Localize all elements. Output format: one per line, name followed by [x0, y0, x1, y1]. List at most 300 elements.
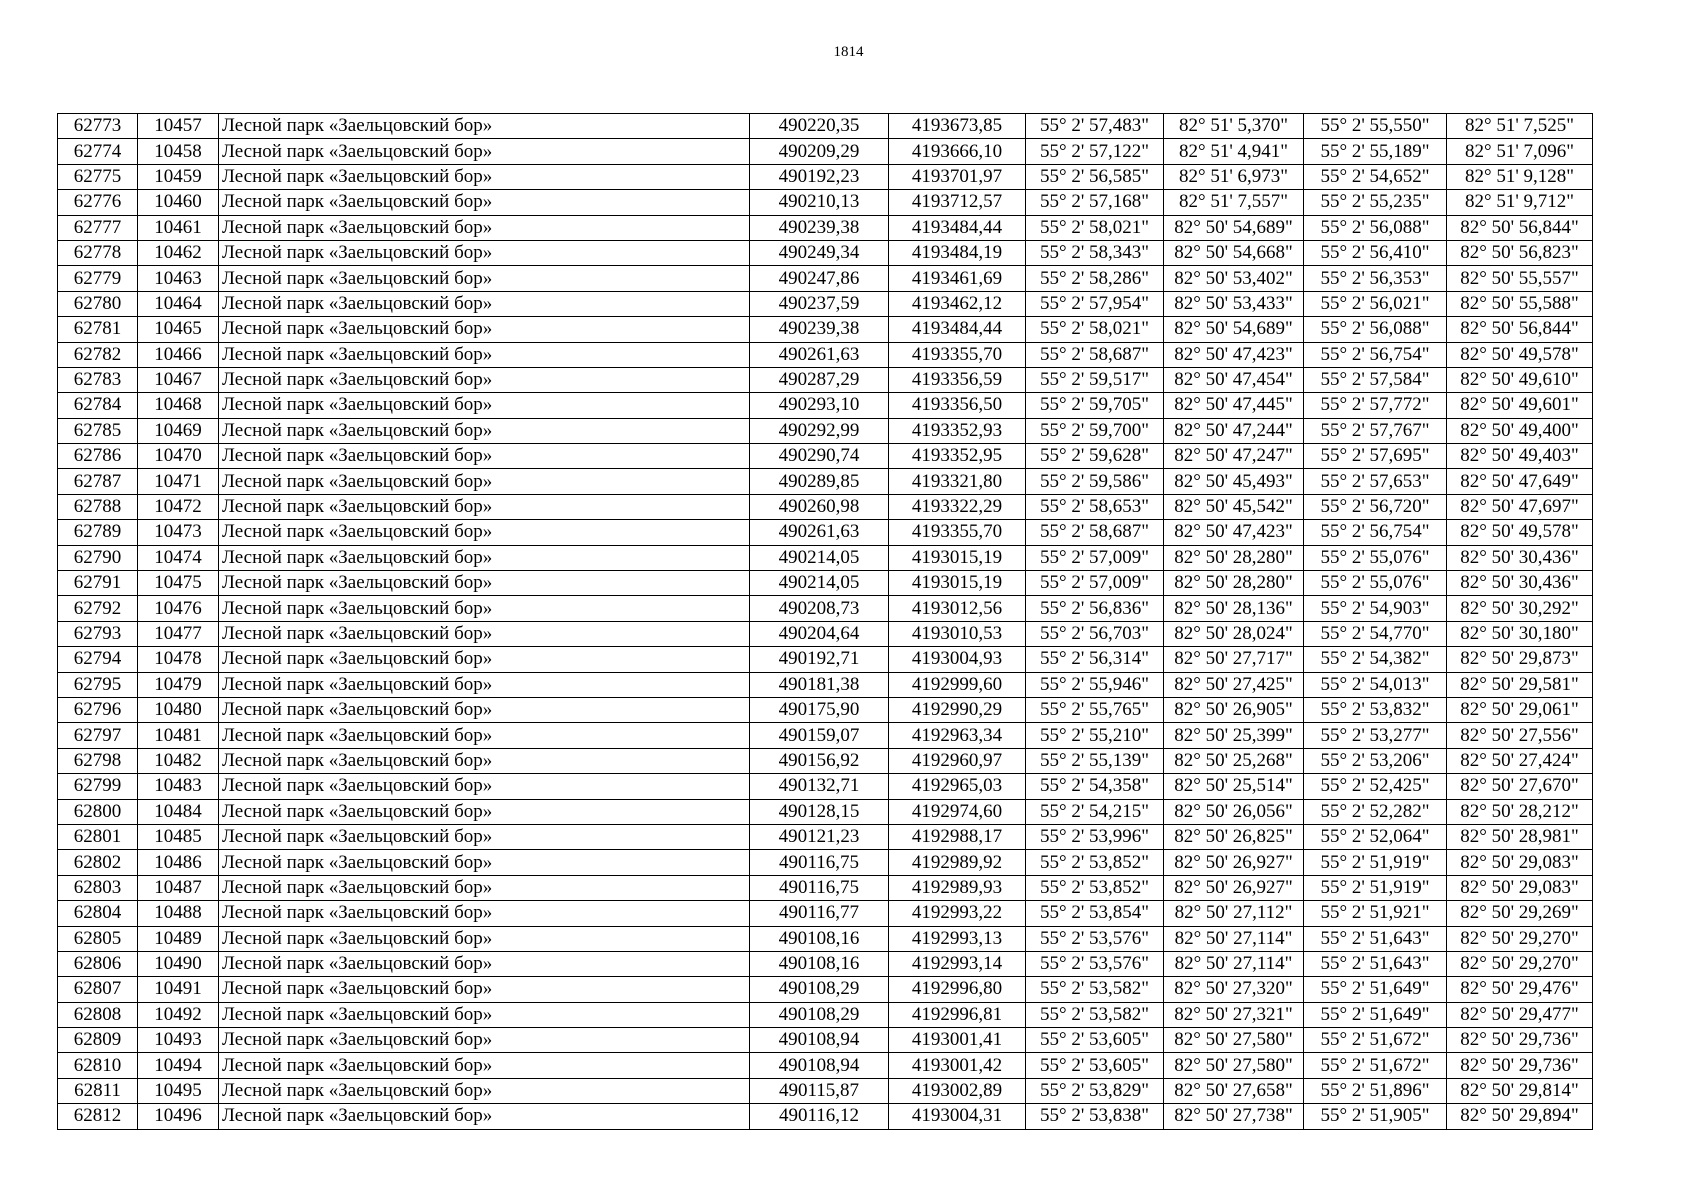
cell-point-id: 10495 — [138, 1078, 219, 1103]
cell-latitude-1: 55° 2' 54,215" — [1026, 799, 1164, 824]
cell-latitude-2: 55° 2' 51,672" — [1304, 1028, 1447, 1053]
table-row — [58, 672, 1593, 697]
cell-coord-y: 4193673,85 — [889, 114, 1026, 139]
cell-coord-y: 4193004,31 — [889, 1104, 1026, 1129]
cell-coord-y: 4192996,81 — [889, 1002, 1026, 1027]
cell-point-id: 10466 — [138, 342, 219, 367]
cell-coord-x: 490108,94 — [750, 1028, 889, 1053]
cell-latitude-1: 55° 2' 56,703" — [1026, 621, 1164, 646]
cell-point-id: 10463 — [138, 266, 219, 291]
cell-longitude-2: 82° 50' 30,436" — [1447, 571, 1593, 596]
cell-latitude-1: 55° 2' 58,343" — [1026, 240, 1164, 265]
cell-coord-x: 490108,16 — [750, 926, 889, 951]
cell-latitude-1: 55° 2' 58,687" — [1026, 520, 1164, 545]
cell-latitude-2: 55° 2' 55,189" — [1304, 139, 1447, 164]
cell-longitude-1: 82° 50' 54,668" — [1164, 240, 1304, 265]
cell-longitude-1: 82° 50' 28,136" — [1164, 596, 1304, 621]
cell-longitude-1: 82° 50' 47,454" — [1164, 367, 1304, 392]
cell-longitude-2: 82° 50' 27,424" — [1447, 748, 1593, 773]
cell-latitude-2: 55° 2' 51,649" — [1304, 1002, 1447, 1027]
cell-latitude-2: 55° 2' 56,088" — [1304, 317, 1447, 342]
cell-object-name: Лесной парк «Заельцовский бор» — [219, 926, 750, 951]
cell-coord-y: 4193004,93 — [889, 647, 1026, 672]
table-row — [58, 799, 1593, 824]
cell-latitude-2: 55° 2' 51,896" — [1304, 1078, 1447, 1103]
cell-latitude-1: 55° 2' 56,314" — [1026, 647, 1164, 672]
cell-row-number: 62788 — [58, 494, 138, 519]
cell-longitude-1: 82° 51' 5,370" — [1164, 114, 1304, 139]
table-row — [58, 190, 1593, 215]
cell-coord-x: 490247,86 — [750, 266, 889, 291]
cell-latitude-2: 55° 2' 53,832" — [1304, 697, 1447, 722]
cell-point-id: 10469 — [138, 418, 219, 443]
cell-row-number: 62786 — [58, 444, 138, 469]
cell-longitude-1: 82° 50' 53,402" — [1164, 266, 1304, 291]
cell-object-name: Лесной парк «Заельцовский бор» — [219, 393, 750, 418]
cell-coord-x: 490108,94 — [750, 1053, 889, 1078]
cell-coord-x: 490261,63 — [750, 342, 889, 367]
cell-object-name: Лесной парк «Заельцовский бор» — [219, 190, 750, 215]
table-row — [58, 1104, 1593, 1129]
cell-point-id: 10467 — [138, 367, 219, 392]
cell-point-id: 10482 — [138, 748, 219, 773]
cell-longitude-2: 82° 50' 47,697" — [1447, 494, 1593, 519]
cell-coord-y: 4192989,92 — [889, 850, 1026, 875]
cell-latitude-2: 55° 2' 56,353" — [1304, 266, 1447, 291]
cell-coord-y: 4193484,44 — [889, 317, 1026, 342]
cell-object-name: Лесной парк «Заельцовский бор» — [219, 901, 750, 926]
cell-latitude-1: 55° 2' 55,946" — [1026, 672, 1164, 697]
cell-longitude-2: 82° 50' 28,212" — [1447, 799, 1593, 824]
cell-row-number: 62781 — [58, 317, 138, 342]
cell-object-name: Лесной парк «Заельцовский бор» — [219, 1078, 750, 1103]
cell-latitude-2: 55° 2' 53,277" — [1304, 723, 1447, 748]
cell-latitude-1: 55° 2' 58,286" — [1026, 266, 1164, 291]
cell-object-name: Лесной парк «Заельцовский бор» — [219, 317, 750, 342]
cell-latitude-2: 55° 2' 51,643" — [1304, 926, 1447, 951]
cell-coord-y: 4192999,60 — [889, 672, 1026, 697]
cell-longitude-2: 82° 50' 29,873" — [1447, 647, 1593, 672]
cell-row-number: 62807 — [58, 977, 138, 1002]
cell-coord-x: 490116,75 — [750, 850, 889, 875]
cell-latitude-1: 55° 2' 54,358" — [1026, 774, 1164, 799]
cell-row-number: 62806 — [58, 951, 138, 976]
cell-longitude-2: 82° 50' 30,436" — [1447, 545, 1593, 570]
cell-point-id: 10473 — [138, 520, 219, 545]
cell-coord-x: 490175,90 — [750, 697, 889, 722]
table-row — [58, 1028, 1593, 1053]
cell-longitude-1: 82° 50' 27,114" — [1164, 926, 1304, 951]
cell-coord-y: 4193356,50 — [889, 393, 1026, 418]
table-row — [58, 723, 1593, 748]
cell-coord-y: 4193355,70 — [889, 520, 1026, 545]
cell-longitude-2: 82° 50' 30,180" — [1447, 621, 1593, 646]
cell-point-id: 10487 — [138, 875, 219, 900]
cell-coord-y: 4192965,03 — [889, 774, 1026, 799]
cell-point-id: 10470 — [138, 444, 219, 469]
cell-object-name: Лесной парк «Заельцовский бор» — [219, 697, 750, 722]
cell-latitude-1: 55° 2' 53,829" — [1026, 1078, 1164, 1103]
cell-row-number: 62810 — [58, 1053, 138, 1078]
cell-latitude-2: 55° 2' 55,076" — [1304, 571, 1447, 596]
cell-coord-y: 4192990,29 — [889, 697, 1026, 722]
cell-object-name: Лесной парк «Заельцовский бор» — [219, 977, 750, 1002]
cell-longitude-1: 82° 50' 47,247" — [1164, 444, 1304, 469]
cell-object-name: Лесной парк «Заельцовский бор» — [219, 1002, 750, 1027]
cell-row-number: 62800 — [58, 799, 138, 824]
cell-latitude-1: 55° 2' 53,838" — [1026, 1104, 1164, 1129]
cell-latitude-1: 55° 2' 58,687" — [1026, 342, 1164, 367]
cell-latitude-2: 55° 2' 51,919" — [1304, 850, 1447, 875]
table-row — [58, 1078, 1593, 1103]
cell-coord-x: 490210,13 — [750, 190, 889, 215]
cell-longitude-1: 82° 50' 26,927" — [1164, 850, 1304, 875]
cell-latitude-2: 55° 2' 54,903" — [1304, 596, 1447, 621]
cell-point-id: 10483 — [138, 774, 219, 799]
cell-coord-x: 490214,05 — [750, 571, 889, 596]
cell-longitude-2: 82° 50' 28,981" — [1447, 824, 1593, 849]
cell-coord-x: 490132,71 — [750, 774, 889, 799]
cell-latitude-1: 55° 2' 57,954" — [1026, 291, 1164, 316]
cell-latitude-2: 55° 2' 57,772" — [1304, 393, 1447, 418]
cell-longitude-2: 82° 50' 56,844" — [1447, 215, 1593, 240]
cell-latitude-1: 55° 2' 53,852" — [1026, 875, 1164, 900]
cell-longitude-2: 82° 50' 27,556" — [1447, 723, 1593, 748]
table-row — [58, 850, 1593, 875]
cell-coord-x: 490121,23 — [750, 824, 889, 849]
cell-coord-y: 4193321,80 — [889, 469, 1026, 494]
cell-coord-x: 490214,05 — [750, 545, 889, 570]
cell-object-name: Лесной парк «Заельцовский бор» — [219, 139, 750, 164]
cell-row-number: 62775 — [58, 164, 138, 189]
cell-latitude-2: 55° 2' 55,076" — [1304, 545, 1447, 570]
cell-row-number: 62805 — [58, 926, 138, 951]
cell-longitude-1: 82° 50' 28,280" — [1164, 571, 1304, 596]
cell-point-id: 10477 — [138, 621, 219, 646]
cell-object-name: Лесной парк «Заельцовский бор» — [219, 621, 750, 646]
cell-row-number: 62789 — [58, 520, 138, 545]
table-row — [58, 824, 1593, 849]
cell-coord-x: 490192,23 — [750, 164, 889, 189]
cell-coord-y: 4192993,14 — [889, 951, 1026, 976]
cell-longitude-2: 82° 50' 29,581" — [1447, 672, 1593, 697]
cell-row-number: 62793 — [58, 621, 138, 646]
cell-longitude-1: 82° 50' 27,717" — [1164, 647, 1304, 672]
cell-object-name: Лесной парк «Заельцовский бор» — [219, 571, 750, 596]
cell-coord-y: 4193001,41 — [889, 1028, 1026, 1053]
cell-point-id: 10462 — [138, 240, 219, 265]
table-row — [58, 367, 1593, 392]
cell-longitude-2: 82° 50' 55,588" — [1447, 291, 1593, 316]
cell-object-name: Лесной парк «Заельцовский бор» — [219, 494, 750, 519]
table-row — [58, 1053, 1593, 1078]
cell-longitude-2: 82° 50' 29,269" — [1447, 901, 1593, 926]
cell-longitude-1: 82° 50' 27,112" — [1164, 901, 1304, 926]
cell-coord-x: 490108,29 — [750, 977, 889, 1002]
cell-row-number: 62778 — [58, 240, 138, 265]
cell-coord-y: 4193015,19 — [889, 545, 1026, 570]
cell-longitude-2: 82° 50' 29,477" — [1447, 1002, 1593, 1027]
cell-longitude-2: 82° 50' 27,670" — [1447, 774, 1593, 799]
cell-row-number: 62797 — [58, 723, 138, 748]
cell-coord-y: 4193701,97 — [889, 164, 1026, 189]
cell-row-number: 62804 — [58, 901, 138, 926]
cell-row-number: 62787 — [58, 469, 138, 494]
cell-longitude-1: 82° 50' 47,244" — [1164, 418, 1304, 443]
cell-latitude-1: 55° 2' 53,605" — [1026, 1053, 1164, 1078]
cell-point-id: 10493 — [138, 1028, 219, 1053]
cell-point-id: 10489 — [138, 926, 219, 951]
cell-latitude-1: 55° 2' 55,765" — [1026, 697, 1164, 722]
cell-coord-y: 4193462,12 — [889, 291, 1026, 316]
cell-point-id: 10481 — [138, 723, 219, 748]
cell-coord-y: 4193356,59 — [889, 367, 1026, 392]
table-row — [58, 291, 1593, 316]
cell-longitude-1: 82° 50' 25,399" — [1164, 723, 1304, 748]
table-row — [58, 621, 1593, 646]
cell-latitude-1: 55° 2' 57,122" — [1026, 139, 1164, 164]
cell-longitude-1: 82° 50' 27,425" — [1164, 672, 1304, 697]
cell-object-name: Лесной парк «Заельцовский бор» — [219, 164, 750, 189]
cell-latitude-2: 55° 2' 56,754" — [1304, 342, 1447, 367]
cell-object-name: Лесной парк «Заельцовский бор» — [219, 723, 750, 748]
cell-coord-x: 490290,74 — [750, 444, 889, 469]
cell-longitude-2: 82° 50' 49,578" — [1447, 520, 1593, 545]
cell-latitude-1: 55° 2' 53,582" — [1026, 1002, 1164, 1027]
cell-object-name: Лесной парк «Заельцовский бор» — [219, 1028, 750, 1053]
table-row — [58, 114, 1593, 139]
cell-coord-y: 4193322,29 — [889, 494, 1026, 519]
cell-longitude-2: 82° 50' 29,061" — [1447, 697, 1593, 722]
cell-point-id: 10464 — [138, 291, 219, 316]
cell-longitude-1: 82° 50' 25,514" — [1164, 774, 1304, 799]
cell-object-name: Лесной парк «Заельцовский бор» — [219, 672, 750, 697]
cell-row-number: 62782 — [58, 342, 138, 367]
cell-row-number: 62784 — [58, 393, 138, 418]
table-row — [58, 748, 1593, 773]
cell-longitude-1: 82° 50' 47,423" — [1164, 520, 1304, 545]
cell-coord-x: 490128,15 — [750, 799, 889, 824]
cell-longitude-2: 82° 50' 29,814" — [1447, 1078, 1593, 1103]
cell-longitude-1: 82° 50' 27,580" — [1164, 1028, 1304, 1053]
table-row — [58, 571, 1593, 596]
cell-object-name: Лесной парк «Заельцовский бор» — [219, 799, 750, 824]
cell-latitude-1: 55° 2' 53,582" — [1026, 977, 1164, 1002]
table-row — [58, 393, 1593, 418]
cell-coord-x: 490116,77 — [750, 901, 889, 926]
table-row — [58, 494, 1593, 519]
cell-coord-x: 490209,29 — [750, 139, 889, 164]
cell-latitude-1: 55° 2' 53,852" — [1026, 850, 1164, 875]
cell-row-number: 62790 — [58, 545, 138, 570]
cell-object-name: Лесной парк «Заельцовский бор» — [219, 114, 750, 139]
cell-coord-x: 490261,63 — [750, 520, 889, 545]
cell-latitude-2: 55° 2' 52,064" — [1304, 824, 1447, 849]
cell-latitude-1: 55° 2' 57,483" — [1026, 114, 1164, 139]
table-row — [58, 444, 1593, 469]
cell-coord-y: 4193461,69 — [889, 266, 1026, 291]
cell-longitude-1: 82° 50' 27,658" — [1164, 1078, 1304, 1103]
cell-latitude-2: 55° 2' 57,653" — [1304, 469, 1447, 494]
cell-latitude-2: 55° 2' 56,720" — [1304, 494, 1447, 519]
table-row — [58, 977, 1593, 1002]
cell-coord-x: 490208,73 — [750, 596, 889, 621]
cell-longitude-1: 82° 50' 26,056" — [1164, 799, 1304, 824]
cell-longitude-1: 82° 50' 45,542" — [1164, 494, 1304, 519]
cell-latitude-2: 55° 2' 51,919" — [1304, 875, 1447, 900]
cell-point-id: 10480 — [138, 697, 219, 722]
cell-row-number: 62809 — [58, 1028, 138, 1053]
cell-coord-y: 4192993,22 — [889, 901, 1026, 926]
table-row — [58, 1002, 1593, 1027]
cell-point-id: 10460 — [138, 190, 219, 215]
cell-point-id: 10474 — [138, 545, 219, 570]
cell-object-name: Лесной парк «Заельцовский бор» — [219, 520, 750, 545]
table-row — [58, 901, 1593, 926]
cell-point-id: 10478 — [138, 647, 219, 672]
cell-latitude-2: 55° 2' 51,905" — [1304, 1104, 1447, 1129]
cell-latitude-2: 55° 2' 54,013" — [1304, 672, 1447, 697]
cell-point-id: 10457 — [138, 114, 219, 139]
cell-point-id: 10496 — [138, 1104, 219, 1129]
cell-object-name: Лесной парк «Заельцовский бор» — [219, 240, 750, 265]
cell-coord-y: 4193012,56 — [889, 596, 1026, 621]
cell-latitude-1: 55° 2' 53,854" — [1026, 901, 1164, 926]
cell-latitude-1: 55° 2' 56,585" — [1026, 164, 1164, 189]
cell-coord-y: 4192960,97 — [889, 748, 1026, 773]
cell-coord-x: 490289,85 — [750, 469, 889, 494]
cell-latitude-1: 55° 2' 59,586" — [1026, 469, 1164, 494]
cell-object-name: Лесной парк «Заельцовский бор» — [219, 469, 750, 494]
cell-point-id: 10465 — [138, 317, 219, 342]
cell-longitude-1: 82° 50' 27,580" — [1164, 1053, 1304, 1078]
cell-object-name: Лесной парк «Заельцовский бор» — [219, 951, 750, 976]
table-row — [58, 951, 1593, 976]
cell-longitude-2: 82° 50' 29,083" — [1447, 875, 1593, 900]
cell-longitude-1: 82° 50' 25,268" — [1164, 748, 1304, 773]
cell-coord-x: 490287,29 — [750, 367, 889, 392]
cell-longitude-1: 82° 51' 6,973" — [1164, 164, 1304, 189]
page-number: 1814 — [833, 44, 864, 60]
cell-latitude-1: 55° 2' 57,168" — [1026, 190, 1164, 215]
cell-latitude-1: 55° 2' 59,517" — [1026, 367, 1164, 392]
cell-longitude-2: 82° 50' 56,844" — [1447, 317, 1593, 342]
cell-longitude-2: 82° 50' 56,823" — [1447, 240, 1593, 265]
cell-row-number: 62792 — [58, 596, 138, 621]
cell-object-name: Лесной парк «Заельцовский бор» — [219, 596, 750, 621]
cell-coord-x: 490204,64 — [750, 621, 889, 646]
cell-object-name: Лесной парк «Заельцовский бор» — [219, 850, 750, 875]
cell-row-number: 62773 — [58, 114, 138, 139]
cell-latitude-1: 55° 2' 58,021" — [1026, 215, 1164, 240]
cell-object-name: Лесной парк «Заельцовский бор» — [219, 748, 750, 773]
cell-latitude-2: 55° 2' 51,921" — [1304, 901, 1447, 926]
cell-latitude-2: 55° 2' 54,652" — [1304, 164, 1447, 189]
cell-longitude-1: 82° 50' 27,320" — [1164, 977, 1304, 1002]
cell-latitude-2: 55° 2' 55,235" — [1304, 190, 1447, 215]
cell-row-number: 62783 — [58, 367, 138, 392]
cell-longitude-1: 82° 50' 47,423" — [1164, 342, 1304, 367]
cell-point-id: 10458 — [138, 139, 219, 164]
cell-longitude-2: 82° 50' 29,270" — [1447, 926, 1593, 951]
cell-longitude-1: 82° 50' 45,493" — [1164, 469, 1304, 494]
table-row — [58, 926, 1593, 951]
cell-longitude-1: 82° 50' 28,280" — [1164, 545, 1304, 570]
cell-row-number: 62785 — [58, 418, 138, 443]
cell-longitude-1: 82° 50' 27,738" — [1164, 1104, 1304, 1129]
cell-point-id: 10494 — [138, 1053, 219, 1078]
cell-longitude-2: 82° 50' 49,610" — [1447, 367, 1593, 392]
cell-latitude-1: 55° 2' 59,628" — [1026, 444, 1164, 469]
cell-longitude-2: 82° 50' 29,083" — [1447, 850, 1593, 875]
cell-longitude-1: 82° 50' 26,927" — [1164, 875, 1304, 900]
cell-coord-x: 490220,35 — [750, 114, 889, 139]
cell-latitude-2: 55° 2' 56,754" — [1304, 520, 1447, 545]
cell-coord-y: 4193712,57 — [889, 190, 1026, 215]
cell-row-number: 62776 — [58, 190, 138, 215]
cell-latitude-1: 55° 2' 53,576" — [1026, 926, 1164, 951]
cell-longitude-2: 82° 50' 29,270" — [1447, 951, 1593, 976]
table-row — [58, 342, 1593, 367]
cell-object-name: Лесной парк «Заельцовский бор» — [219, 291, 750, 316]
cell-object-name: Лесной парк «Заельцовский бор» — [219, 647, 750, 672]
cell-object-name: Лесной парк «Заельцовский бор» — [219, 1053, 750, 1078]
cell-coord-x: 490239,38 — [750, 215, 889, 240]
cell-longitude-1: 82° 50' 26,825" — [1164, 824, 1304, 849]
cell-latitude-2: 55° 2' 55,550" — [1304, 114, 1447, 139]
cell-longitude-1: 82° 50' 53,433" — [1164, 291, 1304, 316]
cell-latitude-1: 55° 2' 59,705" — [1026, 393, 1164, 418]
table-body — [58, 114, 1593, 1130]
table-row — [58, 215, 1593, 240]
cell-coord-y: 4192974,60 — [889, 799, 1026, 824]
cell-coord-x: 490156,92 — [750, 748, 889, 773]
cell-row-number: 62808 — [58, 1002, 138, 1027]
cell-longitude-1: 82° 51' 4,941" — [1164, 139, 1304, 164]
cell-row-number: 62799 — [58, 774, 138, 799]
cell-point-id: 10486 — [138, 850, 219, 875]
cell-coord-y: 4193015,19 — [889, 571, 1026, 596]
table-row — [58, 596, 1593, 621]
cell-point-id: 10472 — [138, 494, 219, 519]
cell-latitude-2: 55° 2' 52,282" — [1304, 799, 1447, 824]
table-row — [58, 317, 1593, 342]
cell-latitude-1: 55° 2' 59,700" — [1026, 418, 1164, 443]
table-row — [58, 240, 1593, 265]
cell-coord-x: 490192,71 — [750, 647, 889, 672]
cell-latitude-2: 55° 2' 53,206" — [1304, 748, 1447, 773]
cell-row-number: 62777 — [58, 215, 138, 240]
cell-object-name: Лесной парк «Заельцовский бор» — [219, 342, 750, 367]
cell-coord-y: 4192996,80 — [889, 977, 1026, 1002]
cell-latitude-1: 55° 2' 57,009" — [1026, 545, 1164, 570]
cell-row-number: 62811 — [58, 1078, 138, 1103]
cell-coord-y: 4193001,42 — [889, 1053, 1026, 1078]
cell-coord-x: 490249,34 — [750, 240, 889, 265]
cell-coord-x: 490293,10 — [750, 393, 889, 418]
cell-longitude-2: 82° 50' 49,403" — [1447, 444, 1593, 469]
cell-latitude-2: 55° 2' 54,382" — [1304, 647, 1447, 672]
cell-latitude-2: 55° 2' 56,021" — [1304, 291, 1447, 316]
cell-row-number: 62798 — [58, 748, 138, 773]
cell-latitude-1: 55° 2' 56,836" — [1026, 596, 1164, 621]
cell-point-id: 10484 — [138, 799, 219, 824]
cell-latitude-2: 55° 2' 56,410" — [1304, 240, 1447, 265]
cell-coord-x: 490108,29 — [750, 1002, 889, 1027]
cell-coord-x: 490237,59 — [750, 291, 889, 316]
cell-coord-y: 4193010,53 — [889, 621, 1026, 646]
cell-longitude-1: 82° 50' 26,905" — [1164, 697, 1304, 722]
